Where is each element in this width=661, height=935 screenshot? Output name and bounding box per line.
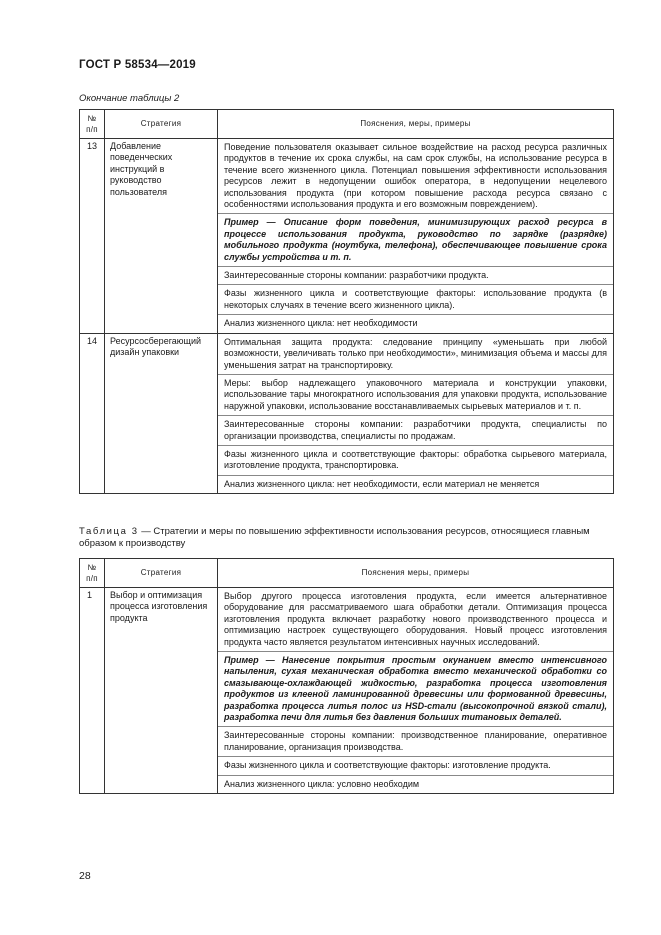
column-header-explanation: Пояснения меры, примеры [218, 559, 614, 588]
table-3 [79, 558, 614, 794]
example-paragraph: Пример — Описание форм поведения, минимизирующих расход ресурса в процессе использования продукта, руководство по зарядке (разрядке) мобильного продукта (ноутбука, телефона), обеспечивающее повышение срока службы устройства и т. п. [218, 214, 613, 267]
row-number: 1 [80, 588, 105, 794]
table3-caption-label: Таблица 3 [79, 526, 139, 537]
row-number: 14 [80, 333, 105, 493]
table2-caption: Окончание таблицы 2 [79, 93, 180, 104]
stakeholders-paragraph: Заинтересованные стороны компании: разработчики продукта. [218, 267, 613, 285]
table3-caption-text: — Стратегии и меры по повышению эффективности использования ресурсов, относящиеся главным образом к производству [79, 526, 590, 549]
table-row [80, 588, 614, 794]
stakeholders-paragraph: Заинтересованные стороны компании: разработчики продукта, специалисты по организации производства, специалисты по продажам. [218, 416, 613, 446]
column-header-strategy: Стратегия [105, 110, 218, 139]
lifecycle-phases-paragraph: Фазы жизненного цикла и соответствующие факторы: изготовление продукта. [218, 757, 613, 775]
row-explanation [218, 333, 614, 493]
table-2 [79, 109, 614, 494]
column-header-explanation: Пояснения, меры, примеры [218, 110, 614, 139]
row-number: 13 [80, 139, 105, 334]
lifecycle-analysis-paragraph: Анализ жизненного цикла: нет необходимости [224, 318, 418, 329]
explanation-paragraph: Выбор другого процесса изготовления продукта, если имеется альтернативное оборудование для рассматриваемого шага обработки детали. Оптимизация процесса изготовления продукта включает разработку нового производственного процесса и оптимизацию настроек существующего оборудования. Новый процесс изготовления продукта часто является результатом интенсивных научных исследований. [218, 588, 613, 652]
lifecycle-analysis-paragraph: Анализ жизненного цикла: условно необходим [224, 778, 420, 789]
column-header-num: № п/п [80, 559, 105, 588]
explanation-paragraph: Поведение пользователя оказывает сильное воздействие на расход ресурса различных продуктов в течение их срока службы, на сам срок службы, на использование ресурса в течение всего жизненного цикла. Потенциал повышения эффективности использования ресурсов лежит в недопущении ошибок оператора, в недопущении нецелевого использования продукта (при котором повышение расхода ресурса связано с особенностями использования продукта и его возможным повреждением). [218, 139, 613, 214]
standard-number: ГОСТ Р 58534—2019 [79, 59, 196, 71]
column-header-strategy: Стратегия [105, 559, 218, 588]
measures-paragraph: Меры: выбор надлежащего упаковочного материала и конструкции упаковки, использование тары многократного использования для упаковки продукта, использование наружной упаковки, использование восстанавливаемых сырьевых материалов и т. п. [218, 375, 613, 416]
row-strategy: Выбор и оптимизация процесса изготовления продукта [105, 588, 218, 794]
page-number: 28 [79, 870, 91, 882]
lifecycle-phases-paragraph: Фазы жизненного цикла и соответствующие факторы: использование продукта (в некоторых случаях в течение всего жизненного цикла). [218, 285, 613, 315]
table3-caption [79, 526, 613, 550]
table-row [80, 333, 614, 493]
lifecycle-analysis-paragraph: Анализ жизненного цикла: нет необходимости, если материал не меняется [224, 478, 540, 489]
table-header-row [80, 110, 614, 139]
row-explanation [218, 139, 614, 334]
row-strategy: Ресурсосберегающий дизайн упаковки [105, 333, 218, 493]
lifecycle-phases-paragraph: Фазы жизненного цикла и соответствующие факторы: обработка сырьевого материала, изготовление продукта, транспортировка. [218, 446, 613, 476]
explanation-paragraph: Оптимальная защита продукта: следование принципу «уменьшать при любой возможности, увеличивать только при необходимости», минимизация объема и массы для уменьшения затрат на транспортировку. [218, 334, 613, 375]
row-explanation [218, 588, 614, 794]
column-header-num: № п/п [80, 110, 105, 139]
row-strategy: Добавление поведенческих инструкций в руководство пользователя [105, 139, 218, 334]
table-header-row [80, 559, 614, 588]
stakeholders-paragraph: Заинтересованные стороны компании: производственное планирование, оперативное планирование, организация производства. [218, 727, 613, 757]
table-row [80, 139, 614, 334]
example-paragraph: Пример — Нанесение покрытия простым окунанием вместо интенсивного напыления, сухая механическая обработка вместо механической обработки со смазывающе-охлаждающей жидкостью, разработка процесса изготовления продуктов из клееной ламинированной древесины или формованной древесины, разработка процесса литья полос из HSD-стали (высокопрочной вязкой стали), разработка печи для литья без давления больших титановых деталей. [218, 652, 613, 727]
